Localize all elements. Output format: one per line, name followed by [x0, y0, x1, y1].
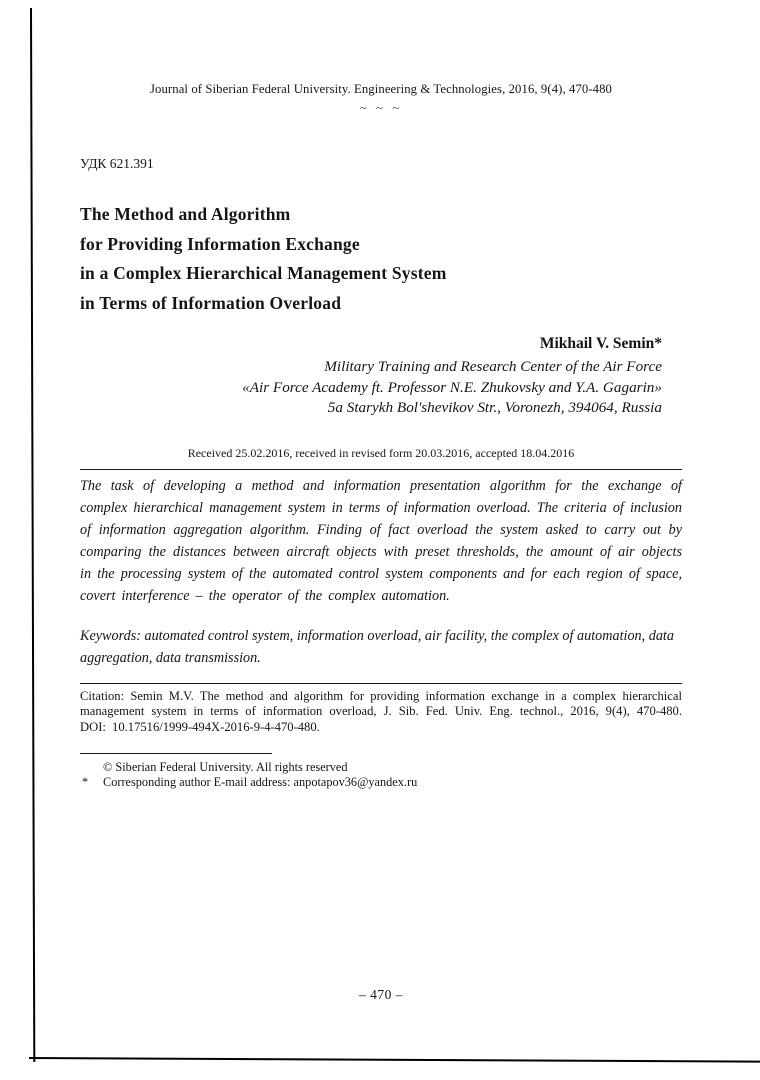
affiliation-line-2: «Air Force Academy ft. Professor N.E. Zhukovsky and Y.A. Gagarin»: [242, 378, 662, 396]
udc-code: УДК 621.391: [80, 156, 154, 171]
article-title: [80, 200, 682, 318]
journal-header: Journal of Siberian Federal University. Engineering & Technologies, 2016, 9(4), 470-480: [150, 82, 612, 96]
article-title-line-2: for Providing Information Exchange: [80, 233, 360, 254]
author-name: Mikhail V. Semin*: [539, 335, 662, 352]
scan-page-edge-bottom: [29, 1057, 760, 1063]
copyright-text: © Siberian Federal University. All rights reserved: [103, 759, 348, 774]
article-title-line-4: in Terms of Information Overload: [80, 292, 342, 313]
divider-above-citation: [80, 683, 682, 684]
abstract-text: The task of developing a method and information presentation algorithm for the exchange of complex hierarchical management system in terms of information overload. The criteria of inclusion of information aggregation algorithm. Finding of fact overload the system asked to carry out by comparing the distances between aircraft objects with preset thresholds, the amount of air objects in the processing system of the automated control system components and for each region of space, covert interference – the operator of the complex automation.: [80, 477, 682, 604]
divider-above-abstract: [80, 469, 682, 470]
article-title-line-3: in a Complex Hierarchical Management System: [80, 263, 447, 283]
affiliation-line-3: 5a Starykh Bol'shevikov Str., Voronezh, 394064, Russia: [327, 399, 662, 416]
tilde-ornament: ~ ~ ~: [359, 100, 403, 115]
scan-page-edge-left: [30, 8, 35, 1062]
footnote-divider: [80, 753, 272, 754]
page-content: [80, 0, 682, 790]
footnote-asterisk: *: [82, 774, 89, 789]
author-block: [80, 335, 682, 419]
keywords-text: Keywords: automated control system, information overload, air facility, the complex of automation, data aggregation, data transmission.: [80, 627, 674, 666]
page-number: – 470 –: [359, 987, 403, 1002]
corresponding-author-note: [80, 775, 682, 790]
affiliation-line-1: Military Training and Research Center of the Air Force: [324, 358, 662, 375]
copyright-note: [80, 760, 682, 775]
received-dates: Received 25.02.2016, received in revised form 20.03.2016, accepted 18.04.2016: [187, 445, 575, 460]
corresponding-author-text: Corresponding author E-mail address: anpotapov36@yandex.ru: [103, 774, 418, 789]
citation-text: Citation: Semin M.V. The method and algorithm for providing information exchange in a complex hierarchical management system in terms of information overload, J. Sib. Fed. Univ. Eng. technol., 2016, 9(4), 470-480. DOI: 10.17516/1999-494X-2016-9-4-470-480.: [80, 688, 682, 735]
article-title-line-1: The Method and Algorithm: [80, 204, 291, 224]
